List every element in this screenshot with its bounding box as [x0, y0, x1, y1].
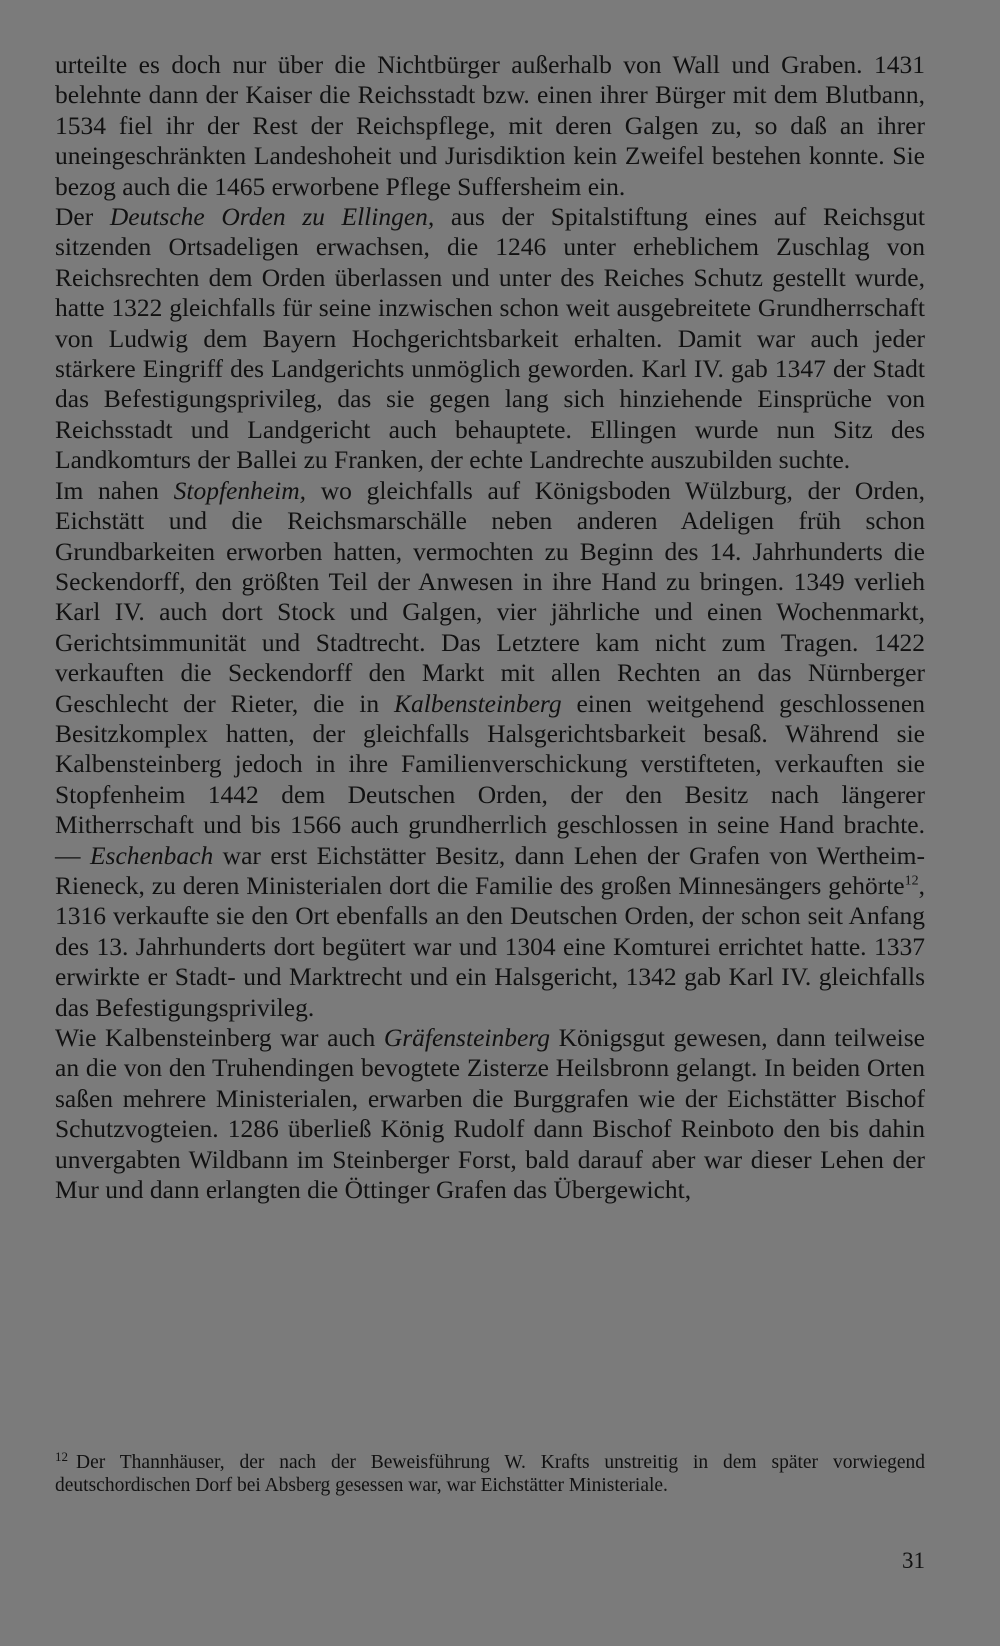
paragraph — [55, 202, 925, 476]
paragraph — [55, 1023, 925, 1205]
text-segment: wo gleichfalls auf Königsboden Wülzburg, der Orden, Eichstätt und die Reichsmarschälle neben anderen Adeligen früh schon Grundbarkeiten erworben hatten, vermochten zu Beginn des 14. Jahrhunderts die Seckendorff, den größten Teil der Anwesen in ihre Hand zu bringen. 1349 verlieh Karl IV. auch dort Stock und Galgen, vier jährliche und einen Wochenmarkt, Gerichtsimmunität und Stadtrecht. Das Letztere kam nicht zum Tragen. 1422 verkauften die Seckendorff den Markt mit allen Rechten an das Nürnberger Geschlecht der Rieter, die in — [55, 475, 925, 718]
italic-place-name: Kalbensteinberg — [394, 688, 562, 718]
text-segment: Wie Kalbensteinberg war auch — [55, 1023, 384, 1052]
body-text — [55, 50, 925, 1205]
text-segment: einen weitgehend geschlossenen Besitzkomplex hatten, der gleichfalls Halsgerichtsbarkeit besaß. Während sie Kalbensteinberg jedoch in ihre Familienverschickung verstifteten, verkauften sie Stopfenheim 1442 dem Deutschen Orden, der den Besitz nach längerer Mitherrschaft und bis 1566 auch grundherrlich geschlossen in seine Hand brachte. — — [55, 688, 925, 870]
italic-place-name: Stopfenheim, — [173, 475, 307, 505]
footnote-text: Der Thannhäuser, der nach der Beweisführung W. Krafts unstreitig in dem später vorwiegend deutschordischen Dorf bei Absberg gesessen war, war Eichstätter Ministeriale. — [55, 1452, 925, 1496]
italic-place-name: Eschenbach — [89, 840, 214, 870]
text-segment: urteilte es doch nur über die Nichtbürger außerhalb von Wall und Graben. 1431 belehnte dann der Kaiser die Reichsstadt bzw. einen ihrer Bürger mit dem Blutbann, 1534 fiel ihr der Rest der Reichspflege, mit deren Galgen zu, so daß an ihrer uneingeschränkten Landeshoheit und Jurisdiktion kein Zweifel bestehen konnte. Sie bezog auch die 1465 erworbene Pflege Suffersheim ein. — [55, 50, 925, 201]
italic-place-name: Deutsche Orden zu Ellingen, — [109, 202, 435, 232]
footnote-number: 12 — [55, 1448, 68, 1464]
paragraph — [55, 476, 925, 1023]
text-segment: , 1316 verkaufte sie den Ort ebenfalls an den Deutschen Orden, der schon seit Anfang des 13. Jahrhunderts dort begütert war und 1304 eine Komturei errichtet hatte. 1337 erwirkte er Stadt- und Marktrecht und ein Halsgericht, 1342 gab Karl IV. gleichfalls das Befestigungsprivileg. — [55, 870, 925, 1022]
page-body — [55, 50, 925, 1205]
paragraph — [55, 50, 925, 202]
footnote — [55, 1448, 925, 1497]
footnote-ref: 12 — [904, 873, 919, 889]
text-segment: aus der Spitalstiftung eines auf Reichsgut sitzenden Ortsadeligen erwachsen, die 1246 unter erheblichem Zuschlag von Reichsrechten dem Orden überlassen und unter des Reiches Schutz gestellt wurde, hatte 1322 gleichfalls für seine inzwischen schon weit ausgebreitete Grundherrschaft von Ludwig dem Bayern Hochgerichtsbarkeit erhalten. Damit war auch jeder stärkere Eingriff des Landgerichts unmöglich geworden. Karl IV. gab 1347 der Stadt das Befestigungsprivileg, das sie gegen lang sich hinziehende Einsprüche von Reichsstadt und Landgericht auch behauptete. Ellingen wurde nun Sitz des Landkomturs der Ballei zu Franken, der echte Landrechte auszubilden suchte. — [55, 202, 925, 475]
italic-place-name: Gräfensteinberg — [383, 1023, 551, 1052]
text-segment: Im nahen — [55, 475, 174, 505]
text-segment: war erst Eichstätter Besitz, dann Lehen der Grafen von Wertheim-Rieneck, zu deren Ministerialen dort die Familie des großen Minnesängers gehörte — [55, 840, 925, 900]
text-segment: Der — [55, 202, 110, 232]
text-segment: Königsgut gewesen, dann teilweise an die von den Truhendingen bevogtete Zisterze Heilsbronn gelangt. In beiden Orten saßen mehrere Ministerialen, erwarben die Burggrafen wie der Eichstätter Bischof Schutzvogteien. 1286 überließ König Rudolf dann Bischof Reinboto den bis dahin unvergabten Wildbann im Steinberger Forst, bald darauf aber war dieser Lehen der Mur und dann erlangten die Öttinger Grafen das Übergewicht, — [55, 1023, 925, 1205]
page-number: 31 — [902, 1548, 925, 1573]
